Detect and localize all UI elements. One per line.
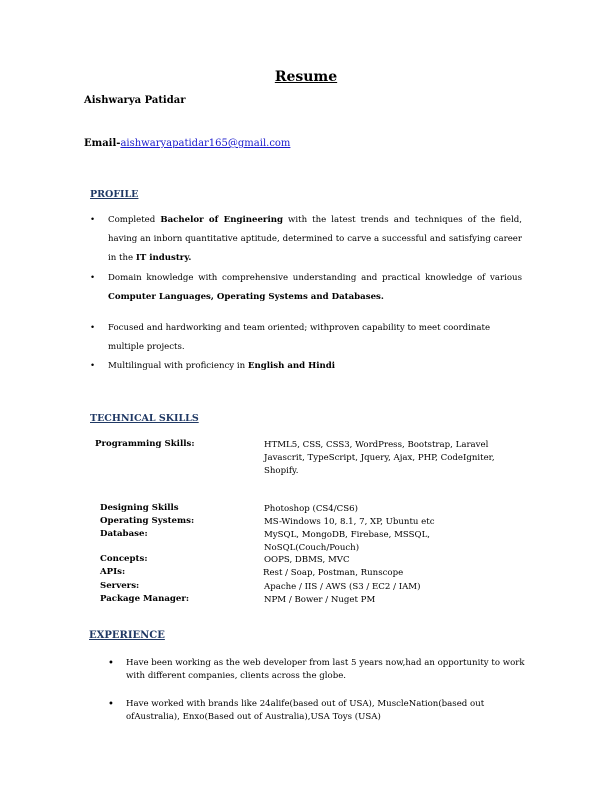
experience-item <box>108 698 528 724</box>
profile-text: with the latest trends and techniques of the field, having an inborn quantitative aptitude, determined to carve a successful and satisfying career in the <box>108 215 522 264</box>
skill-label: Programming Skills: <box>95 439 195 449</box>
profile-item <box>90 269 522 307</box>
profile-text: Completed <box>108 215 161 225</box>
bullet-icon: • <box>108 658 114 669</box>
profile-text: Focused and hardworking and team oriented; withproven capability to meet coordinate multiple projects. <box>108 323 491 353</box>
skill-value: MySQL, MongoDB, Firebase, MSSQL, NoSQL(Couch/Pouch) <box>264 530 431 553</box>
profile-item <box>90 357 522 376</box>
profile-text: Multilingual with proficiency in <box>108 361 248 371</box>
skill-value: MS-Windows 10, 8.1, 7, XP, Ubuntu etc <box>264 517 435 527</box>
skill-label: APIs: <box>100 567 126 577</box>
skill-value: Photoshop (CS4/CS6) <box>264 504 358 514</box>
skill-value: NPM / Bower / Nuget PM <box>264 595 376 605</box>
profile-item <box>90 319 522 357</box>
bullet-icon: • <box>90 361 96 371</box>
profile-bold: English and Hindi <box>247 361 336 371</box>
skill-label: Operating Systems: <box>100 516 195 526</box>
experience-text: Have worked with brands like 24alife(based out of USA), MuscleNation(based out ofAustralia), Enxo(Based out of Australia),USA Toys (USA) <box>126 699 485 722</box>
skill-label: Designing Skills <box>100 503 179 513</box>
profile-item <box>90 211 522 269</box>
skill-label: Package Manager: <box>100 594 190 604</box>
skill-label: Servers: <box>100 581 140 591</box>
profile-text: Domain knowledge with comprehensive understanding and practical knowledge of various <box>108 273 522 283</box>
profile-heading: PROFILE <box>90 189 139 200</box>
skill-value: HTML5, CSS, CSS3, WordPress, Bootstrap, Laravel Javascrit, TypeScript, Jquery, Ajax, PHP, CodeIgniter, Shopify. <box>264 440 495 476</box>
resume-title: Resume <box>274 69 338 85</box>
experience-heading: EXPERIENCE <box>89 630 165 641</box>
technical-skills-heading: TECHNICAL SKILLS <box>90 413 199 424</box>
bullet-icon: • <box>90 323 96 333</box>
skill-value: Rest / Soap, Postman, Runscope <box>263 568 404 578</box>
profile-bold: Bachelor of Engineering <box>160 215 283 225</box>
skill-value: Apache / IIS / AWS (S3 / EC2 / IAM) <box>264 582 421 592</box>
profile-bold: Computer Languages, Operating Systems and Databases. <box>108 292 384 303</box>
bullet-icon: • <box>108 699 114 710</box>
experience-item <box>108 657 528 683</box>
experience-text: Have been working as the web developer from last 5 years now,had an opportunity to work with different companies, clients across the globe. <box>126 658 525 681</box>
email-line <box>84 138 290 149</box>
candidate-name: Aishwarya Patidar <box>84 95 186 106</box>
bullet-icon: • <box>90 215 96 225</box>
email-label: Email- <box>84 138 121 149</box>
skill-value: OOPS, DBMS, MVC <box>264 555 350 565</box>
skill-label: Database: <box>100 529 148 539</box>
email-link[interactable]: aishwaryapatidar165@gmail.com <box>120 138 291 149</box>
skill-label: Concepts: <box>100 554 148 564</box>
bullet-icon: • <box>90 273 96 283</box>
profile-bold: IT industry. <box>135 253 192 264</box>
